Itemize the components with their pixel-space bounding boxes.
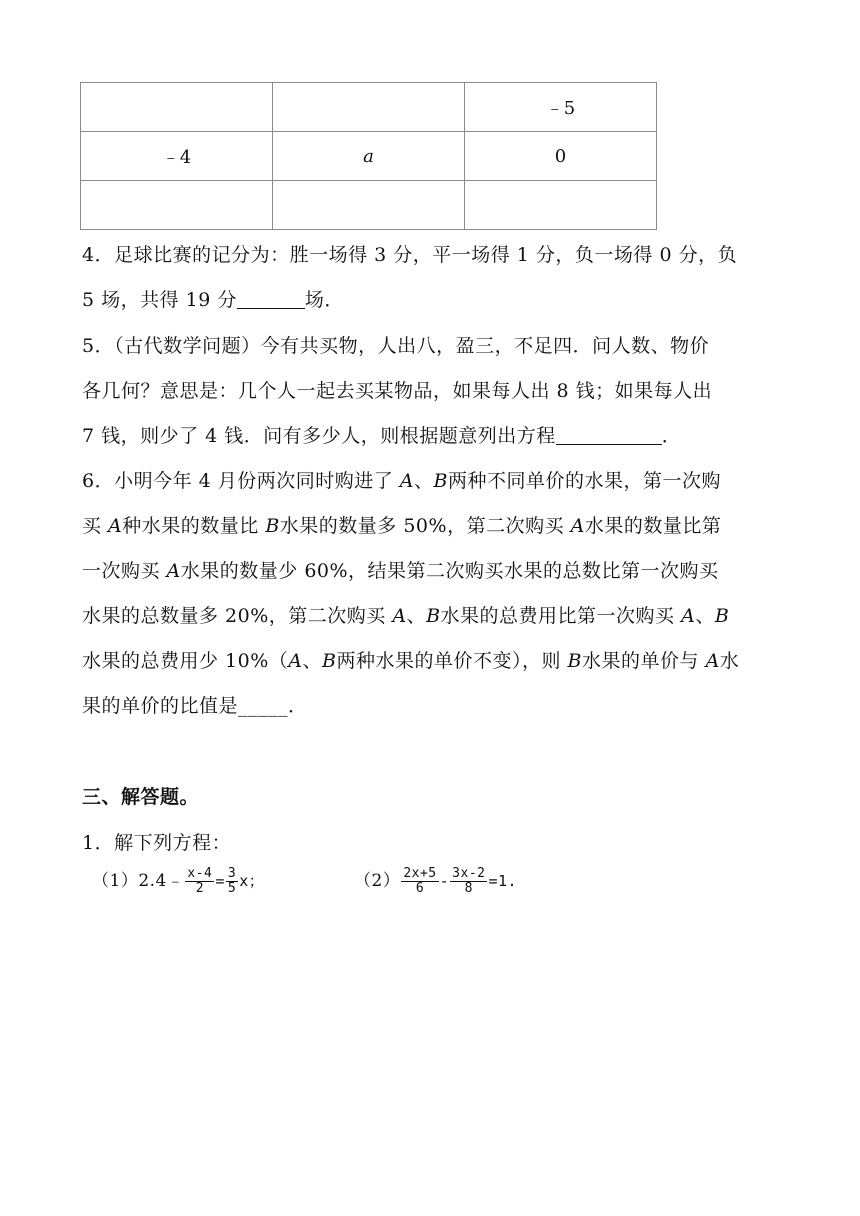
q5-line1: 5．（古代数学问题）今有共买物，人出八，盈三，不足四．问人数、物价 (82, 335, 710, 357)
var-b: B (265, 515, 280, 537)
var-b: B (567, 650, 583, 672)
numerator: x-4 (187, 866, 213, 881)
table-row (81, 83, 657, 132)
q6-text: 、 (695, 605, 715, 627)
q4-text: 5 场，共得 19 分 (82, 289, 237, 311)
eq1-tail: x； (239, 872, 265, 890)
q6-line3 (82, 556, 719, 586)
denominator: 8 (464, 881, 473, 896)
minus-sign: - (439, 872, 450, 890)
table-row (81, 132, 657, 181)
fraction (401, 867, 438, 896)
q6-line4 (82, 601, 729, 631)
answer-blank (556, 424, 662, 445)
q4-line2 (82, 285, 344, 315)
q6-text: 一次购买 (82, 560, 167, 582)
q6-text: 、 (406, 605, 427, 627)
var-b: B (426, 605, 441, 627)
q6-text: 种水果的数量比 (122, 515, 266, 537)
var-a: A (288, 650, 303, 672)
q6-text: 6．小明今年 4 月份两次同时购进了 (82, 470, 400, 492)
q6-text: 水果的单价与 (582, 650, 706, 672)
q6-text: 水果的数量多 50%，第二次购买 (279, 515, 571, 537)
table-cell (273, 181, 465, 230)
section-heading: 三、解答题。 (82, 786, 200, 808)
var-a: A (570, 515, 585, 537)
numerator: 3 (227, 866, 237, 881)
denominator: 6 (415, 881, 425, 896)
var-b: B (433, 470, 449, 492)
eq2-tail: =1. (488, 872, 518, 890)
table-cell (273, 83, 465, 132)
fraction (185, 867, 214, 896)
equals-sign: = (215, 872, 225, 890)
q6-text: 水果的数量少 60%，结果第二次购买水果的总数比第一次购买 (180, 560, 719, 582)
answer-blank (237, 288, 305, 309)
numerator: 2x+5 (403, 866, 437, 881)
var-a: A (681, 605, 696, 627)
eq2-label: （2） (354, 871, 401, 891)
denominator: 2 (195, 881, 205, 896)
equation-2 (354, 866, 517, 896)
q6-line6 (82, 691, 308, 721)
q5-line2: 各几何？意思是：几个人一起去买某物品，如果每人出 8 钱；如果每人出 (82, 380, 713, 402)
q6-line5 (82, 646, 739, 676)
numerator: 3x-2 (452, 866, 486, 881)
value-table (80, 82, 657, 230)
q5-line3 (82, 421, 681, 451)
table-cell: ﹣5 (465, 83, 657, 132)
q6-text: 水果的总费用比第一次购买 (440, 605, 682, 627)
var-b: B (322, 650, 337, 672)
q6-text: 买 (82, 515, 109, 537)
var-b: B (714, 605, 730, 627)
var-a: A (108, 515, 123, 537)
table-cell (81, 181, 273, 230)
var-a: A (392, 605, 407, 627)
q6-text: 果的单价的比值是 (82, 695, 239, 717)
denominator: 5 (227, 881, 237, 896)
table-cell: 0 (465, 132, 657, 181)
q6-text: 水果的总数量多 20%，第二次购买 (82, 605, 393, 627)
fraction (450, 867, 487, 896)
q6-text: 两种不同单价的水果，第一次购 (448, 470, 722, 492)
q6-text: 水果的总费用少 10%（ (82, 650, 289, 672)
q6-text: 水果的数量比第 (584, 515, 722, 537)
question-1: 1．解下列方程： (82, 832, 232, 854)
q6-text: 、 (414, 470, 434, 492)
q6-text: 两种水果的单价不变），则 (336, 650, 568, 672)
table-row (81, 181, 657, 230)
q6-line1 (82, 466, 721, 496)
q6-text: 水 (719, 650, 740, 672)
q5-text: 7 钱，则少了 4 钱．问有多少人，则根据题意列出方程 (82, 425, 556, 447)
q5-text: ． (661, 425, 682, 447)
q6-text: 、 (302, 650, 323, 672)
table-cell: ﹣4 (81, 132, 273, 181)
q4-text: 场． (304, 289, 344, 311)
fraction (226, 867, 238, 896)
equation-1 (92, 866, 264, 896)
q6-text: ． (288, 695, 308, 717)
table-cell: a (273, 132, 465, 181)
var-a: A (399, 470, 415, 492)
q6-line2 (82, 511, 721, 541)
var-a: A (166, 560, 181, 582)
table-cell (465, 181, 657, 230)
answer-blank: _____ (238, 695, 289, 717)
table-cell (81, 83, 273, 132)
eq1-label: （1）2.4﹣ (92, 871, 185, 891)
var-a: A (705, 650, 720, 672)
q4-line1: 4．足球比赛的记分为：胜一场得 3 分，平一场得 1 分，负一场得 0 分，负 (82, 244, 738, 266)
